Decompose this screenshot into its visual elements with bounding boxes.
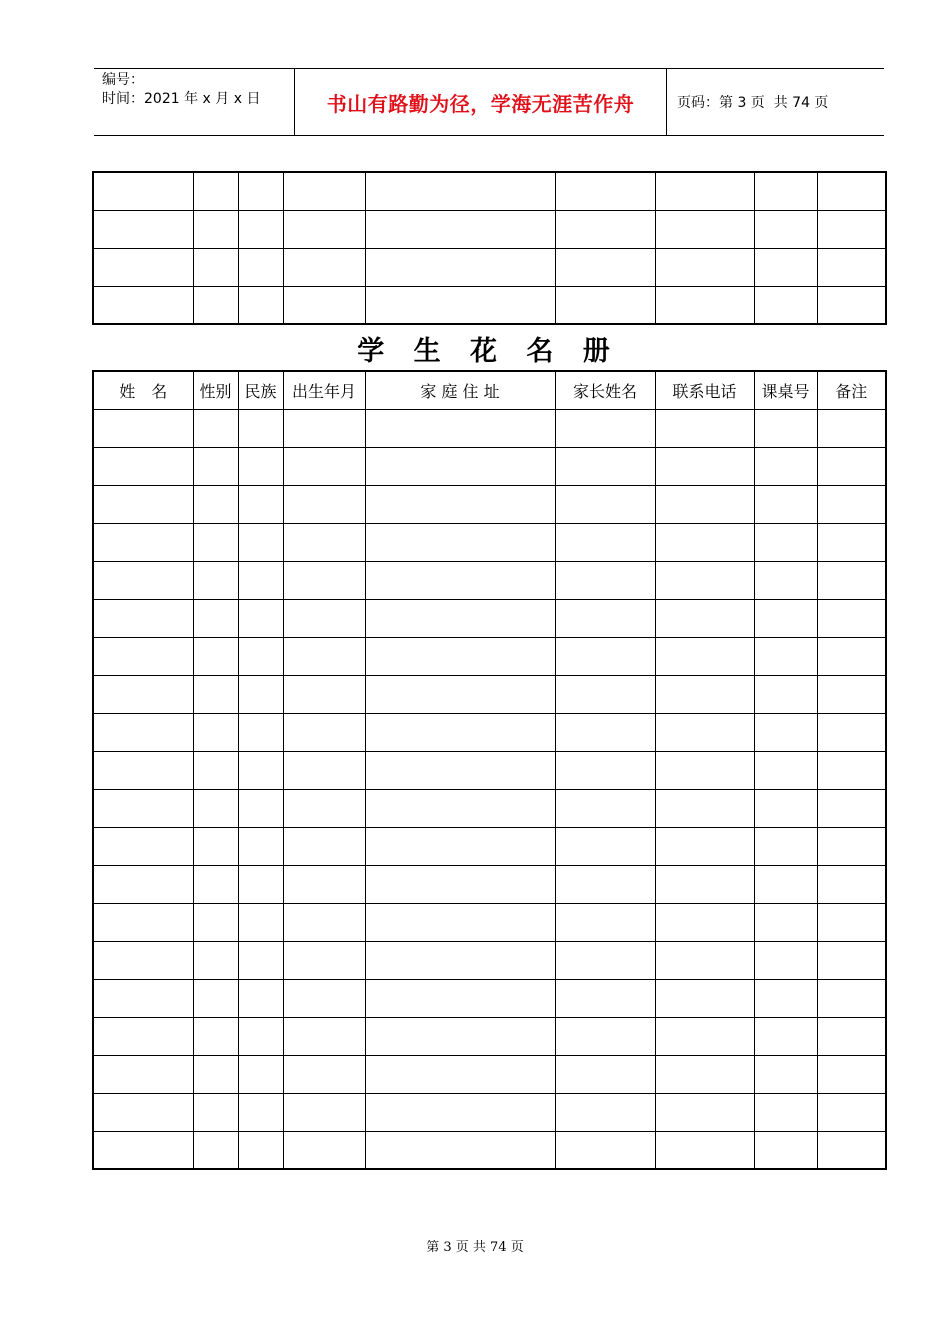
table-cell[interactable]: [817, 675, 886, 713]
table-cell[interactable]: [555, 903, 655, 941]
table-cell[interactable]: [555, 1017, 655, 1055]
table-row: [93, 286, 886, 324]
table-cell[interactable]: [817, 637, 886, 675]
header-page-info: [667, 69, 884, 135]
table-cell[interactable]: [365, 1093, 555, 1131]
table-cell[interactable]: [283, 1093, 365, 1131]
table-cell[interactable]: [817, 789, 886, 827]
table-cell[interactable]: [754, 827, 817, 865]
table-row: [93, 751, 886, 789]
col-ethnicity: 民族: [238, 371, 283, 409]
table-cell[interactable]: [817, 713, 886, 751]
table-row: [93, 903, 886, 941]
table-cell[interactable]: [93, 903, 193, 941]
table-cell[interactable]: [365, 561, 555, 599]
table-cell[interactable]: [193, 599, 238, 637]
table-cell[interactable]: [655, 172, 754, 210]
page-footer: [0, 1236, 950, 1255]
table-cell[interactable]: [817, 447, 886, 485]
table-cell[interactable]: [754, 248, 817, 286]
table-cell[interactable]: [283, 751, 365, 789]
table-cell[interactable]: [365, 447, 555, 485]
table-cell[interactable]: [655, 1093, 754, 1131]
table-cell[interactable]: [655, 979, 754, 1017]
table-cell[interactable]: [283, 248, 365, 286]
table-cell[interactable]: [283, 409, 365, 447]
table-cell[interactable]: [555, 751, 655, 789]
table-cell[interactable]: [238, 409, 283, 447]
table-cell[interactable]: [238, 447, 283, 485]
motto: 书山有路勤为径，学海无涯苦作舟: [295, 69, 667, 135]
table-cell[interactable]: [817, 827, 886, 865]
table-cell[interactable]: [555, 637, 655, 675]
table-cell[interactable]: [93, 172, 193, 210]
table-cell[interactable]: [93, 713, 193, 751]
table-cell[interactable]: [754, 286, 817, 324]
table-cell[interactable]: [365, 941, 555, 979]
table-cell[interactable]: [193, 210, 238, 248]
table-cell[interactable]: [193, 286, 238, 324]
table-cell[interactable]: [238, 941, 283, 979]
table-row: [93, 485, 886, 523]
table-cell[interactable]: [193, 447, 238, 485]
table-cell[interactable]: [754, 637, 817, 675]
table-cell[interactable]: [817, 1131, 886, 1169]
table-cell[interactable]: [655, 1055, 754, 1093]
col-gender: 性别: [193, 371, 238, 409]
table-cell[interactable]: [754, 447, 817, 485]
table-row: [93, 409, 886, 447]
table-row: [93, 1131, 886, 1169]
table-row: [93, 637, 886, 675]
table-cell[interactable]: [193, 941, 238, 979]
table-cell[interactable]: [238, 210, 283, 248]
table-cell[interactable]: [283, 865, 365, 903]
table-cell[interactable]: [93, 447, 193, 485]
table-row: [93, 865, 886, 903]
table-cell[interactable]: [238, 1093, 283, 1131]
continuation-table: [92, 171, 887, 325]
table-cell[interactable]: [193, 865, 238, 903]
table-cell[interactable]: [754, 751, 817, 789]
table-cell[interactable]: [817, 599, 886, 637]
table-cell[interactable]: [555, 1093, 655, 1131]
table-cell[interactable]: [365, 523, 555, 561]
table-cell[interactable]: [555, 599, 655, 637]
table-cell[interactable]: [817, 903, 886, 941]
table-cell[interactable]: [365, 865, 555, 903]
table-cell[interactable]: [93, 865, 193, 903]
table-cell[interactable]: [365, 1131, 555, 1169]
table-cell[interactable]: [655, 286, 754, 324]
table-cell[interactable]: [238, 286, 283, 324]
table-cell[interactable]: [817, 941, 886, 979]
roster-table: [92, 370, 887, 1170]
header-left-cell: [94, 69, 295, 135]
table-cell[interactable]: [93, 979, 193, 1017]
table-cell[interactable]: [817, 286, 886, 324]
table-cell[interactable]: [193, 827, 238, 865]
table-cell[interactable]: [193, 789, 238, 827]
table-cell[interactable]: [655, 248, 754, 286]
table-cell[interactable]: [754, 713, 817, 751]
table-cell[interactable]: [193, 523, 238, 561]
table-cell[interactable]: [555, 827, 655, 865]
table-cell[interactable]: [365, 751, 555, 789]
table-cell[interactable]: [93, 599, 193, 637]
table-cell[interactable]: [238, 979, 283, 1017]
table-cell[interactable]: [238, 751, 283, 789]
col-address: 家 庭 住 址: [365, 371, 555, 409]
table-cell[interactable]: [655, 1131, 754, 1169]
table-cell[interactable]: [365, 827, 555, 865]
table-cell[interactable]: [238, 485, 283, 523]
table-cell[interactable]: [93, 1055, 193, 1093]
table-cell[interactable]: [93, 941, 193, 979]
table-cell[interactable]: [193, 1055, 238, 1093]
table-cell[interactable]: [555, 409, 655, 447]
table-cell[interactable]: [555, 1055, 655, 1093]
table-cell[interactable]: [817, 979, 886, 1017]
table-cell[interactable]: [817, 751, 886, 789]
table-cell[interactable]: [754, 865, 817, 903]
col-phone: 联系电话: [655, 371, 754, 409]
roster-title: 学 生 花 名 册: [357, 336, 620, 367]
table-cell[interactable]: [238, 599, 283, 637]
table-cell[interactable]: [655, 941, 754, 979]
table-row: [93, 1055, 886, 1093]
table-cell[interactable]: [93, 286, 193, 324]
table-cell[interactable]: [283, 485, 365, 523]
table-cell[interactable]: [238, 865, 283, 903]
table-cell[interactable]: [754, 979, 817, 1017]
table-row: [93, 248, 886, 286]
table-cell[interactable]: [93, 1093, 193, 1131]
table-cell[interactable]: [193, 713, 238, 751]
table-cell[interactable]: [93, 827, 193, 865]
table-cell[interactable]: [754, 561, 817, 599]
table-cell[interactable]: [283, 1055, 365, 1093]
table-cell[interactable]: [238, 789, 283, 827]
table-cell[interactable]: [365, 789, 555, 827]
table-cell[interactable]: [193, 1131, 238, 1169]
table-cell[interactable]: [283, 210, 365, 248]
table-cell[interactable]: [238, 637, 283, 675]
table-cell[interactable]: [817, 561, 886, 599]
table-row: [93, 599, 886, 637]
table-cell[interactable]: [655, 751, 754, 789]
table-cell[interactable]: [555, 248, 655, 286]
table-cell[interactable]: [93, 675, 193, 713]
table-cell[interactable]: [193, 561, 238, 599]
table-cell[interactable]: [754, 1017, 817, 1055]
table-cell[interactable]: [283, 447, 365, 485]
table-cell[interactable]: [365, 409, 555, 447]
table-cell[interactable]: [754, 941, 817, 979]
table-cell[interactable]: [655, 903, 754, 941]
table-cell[interactable]: [555, 447, 655, 485]
table-cell[interactable]: [754, 1131, 817, 1169]
table-cell[interactable]: [283, 713, 365, 751]
table-cell[interactable]: [93, 409, 193, 447]
table-cell[interactable]: [365, 485, 555, 523]
table-cell[interactable]: [365, 1017, 555, 1055]
table-cell[interactable]: [754, 210, 817, 248]
table-cell[interactable]: [283, 172, 365, 210]
table-cell[interactable]: [283, 1017, 365, 1055]
table-cell[interactable]: [238, 248, 283, 286]
table-cell[interactable]: [555, 979, 655, 1017]
table-cell[interactable]: [817, 865, 886, 903]
col-remarks: 备注: [817, 371, 886, 409]
table-cell[interactable]: [754, 599, 817, 637]
table-cell[interactable]: [238, 903, 283, 941]
table-cell[interactable]: [283, 561, 365, 599]
table-cell[interactable]: [754, 903, 817, 941]
table-cell[interactable]: [655, 447, 754, 485]
page-header: [94, 68, 884, 136]
table-cell[interactable]: [655, 561, 754, 599]
table-cell[interactable]: [365, 248, 555, 286]
table-cell[interactable]: [754, 1093, 817, 1131]
footer-page-number: 第 3 页 共 74 页: [426, 1240, 524, 1255]
table-cell[interactable]: [193, 675, 238, 713]
col-name: 姓 名: [93, 371, 193, 409]
table-row: [93, 827, 886, 865]
table-cell[interactable]: [817, 409, 886, 447]
table-cell[interactable]: [817, 248, 886, 286]
table-cell[interactable]: [93, 1131, 193, 1169]
table-cell[interactable]: [193, 751, 238, 789]
table-cell[interactable]: [193, 903, 238, 941]
table-cell[interactable]: [555, 210, 655, 248]
table-cell[interactable]: [238, 1055, 283, 1093]
table-cell[interactable]: [283, 599, 365, 637]
table-cell[interactable]: [655, 675, 754, 713]
table-cell[interactable]: [283, 523, 365, 561]
table-cell[interactable]: [365, 675, 555, 713]
table-cell[interactable]: [193, 1017, 238, 1055]
table-cell[interactable]: [754, 523, 817, 561]
table-cell[interactable]: [93, 248, 193, 286]
time-label: 时间：2021 年 x 月 x 日: [102, 91, 261, 107]
table-cell[interactable]: [817, 1055, 886, 1093]
table-cell[interactable]: [817, 1017, 886, 1055]
table-cell[interactable]: [283, 903, 365, 941]
table-cell[interactable]: [754, 789, 817, 827]
table-cell[interactable]: [655, 409, 754, 447]
table-cell[interactable]: [93, 485, 193, 523]
table-cell[interactable]: [93, 637, 193, 675]
table-cell[interactable]: [238, 713, 283, 751]
table-cell[interactable]: [555, 485, 655, 523]
table-cell[interactable]: [365, 903, 555, 941]
table-cell[interactable]: [238, 1017, 283, 1055]
table-cell[interactable]: [193, 485, 238, 523]
table-row: [93, 1093, 886, 1131]
table-cell[interactable]: [754, 485, 817, 523]
table-cell[interactable]: [93, 523, 193, 561]
table-cell[interactable]: [93, 751, 193, 789]
table-cell[interactable]: [365, 210, 555, 248]
page-info-text: 页码：第 3 页 共 74 页: [677, 95, 829, 111]
table-cell[interactable]: [754, 1055, 817, 1093]
table-cell[interactable]: [365, 979, 555, 1017]
table-cell[interactable]: [655, 713, 754, 751]
table-cell[interactable]: [655, 827, 754, 865]
table-row: [93, 210, 886, 248]
table-cell[interactable]: [655, 485, 754, 523]
table-row: [93, 675, 886, 713]
table-cell[interactable]: [283, 789, 365, 827]
table-cell[interactable]: [238, 675, 283, 713]
table-cell[interactable]: [283, 827, 365, 865]
table-cell[interactable]: [655, 1017, 754, 1055]
table-cell[interactable]: [283, 286, 365, 324]
table-cell[interactable]: [238, 1131, 283, 1169]
table-cell[interactable]: [93, 210, 193, 248]
roster-header-row: [93, 371, 886, 409]
table-row: [93, 561, 886, 599]
col-parent-name: 家长姓名: [555, 371, 655, 409]
table-cell[interactable]: [365, 599, 555, 637]
table-cell[interactable]: [655, 637, 754, 675]
table-cell[interactable]: [238, 827, 283, 865]
table-cell[interactable]: [93, 561, 193, 599]
table-row: [93, 789, 886, 827]
table-cell[interactable]: [238, 523, 283, 561]
table-cell[interactable]: [93, 789, 193, 827]
table-cell[interactable]: [555, 523, 655, 561]
table-cell[interactable]: [754, 675, 817, 713]
table-cell[interactable]: [93, 1017, 193, 1055]
table-cell[interactable]: [754, 172, 817, 210]
table-cell[interactable]: [817, 523, 886, 561]
table-cell[interactable]: [193, 1093, 238, 1131]
number-label: 编号：: [102, 72, 144, 88]
table-cell[interactable]: [817, 172, 886, 210]
table-cell[interactable]: [365, 637, 555, 675]
table-cell[interactable]: [655, 865, 754, 903]
table-cell[interactable]: [365, 286, 555, 324]
table-cell[interactable]: [555, 286, 655, 324]
table-cell[interactable]: [655, 599, 754, 637]
table-cell[interactable]: [283, 637, 365, 675]
table-cell[interactable]: [655, 789, 754, 827]
table-cell[interactable]: [754, 409, 817, 447]
table-cell[interactable]: [283, 675, 365, 713]
table-cell[interactable]: [238, 172, 283, 210]
table-cell[interactable]: [817, 210, 886, 248]
table-cell[interactable]: [555, 172, 655, 210]
table-cell[interactable]: [655, 210, 754, 248]
table-cell[interactable]: [555, 1131, 655, 1169]
table-cell[interactable]: [555, 941, 655, 979]
table-cell[interactable]: [283, 1131, 365, 1169]
col-birth: 出生年月: [283, 371, 365, 409]
table-row: [93, 941, 886, 979]
col-desk-number: 课桌号: [754, 371, 817, 409]
table-row: [93, 447, 886, 485]
table-cell[interactable]: [193, 248, 238, 286]
table-row: [93, 523, 886, 561]
table-row: [93, 713, 886, 751]
table-cell[interactable]: [555, 713, 655, 751]
table-cell[interactable]: [555, 561, 655, 599]
table-cell[interactable]: [555, 865, 655, 903]
table-cell[interactable]: [365, 713, 555, 751]
table-row: [93, 979, 886, 1017]
table-cell[interactable]: [283, 941, 365, 979]
table-cell[interactable]: [817, 1093, 886, 1131]
table-cell[interactable]: [655, 523, 754, 561]
table-cell[interactable]: [817, 485, 886, 523]
table-cell[interactable]: [555, 789, 655, 827]
table-cell[interactable]: [193, 172, 238, 210]
table-cell[interactable]: [365, 1055, 555, 1093]
table-row: [93, 172, 886, 210]
table-cell[interactable]: [283, 979, 365, 1017]
table-cell[interactable]: [365, 172, 555, 210]
table-cell[interactable]: [193, 409, 238, 447]
table-cell[interactable]: [193, 637, 238, 675]
table-row: [93, 1017, 886, 1055]
table-cell[interactable]: [238, 561, 283, 599]
table-cell[interactable]: [193, 979, 238, 1017]
table-cell[interactable]: [555, 675, 655, 713]
